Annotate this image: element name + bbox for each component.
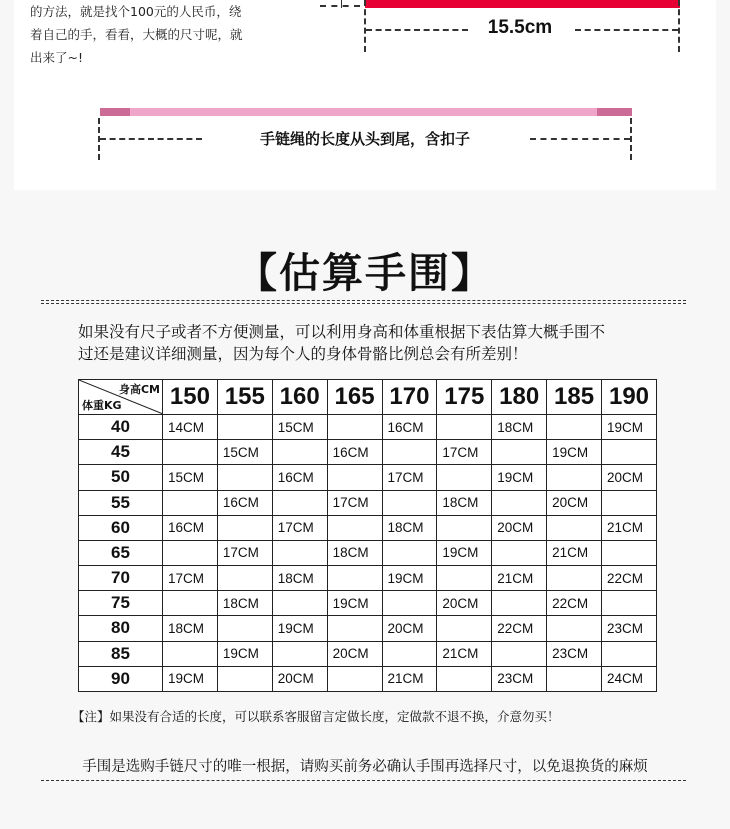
purchase-reminder: 手围是选购手链尺寸的唯一根据，请购买前务必确认手围再选择尺寸，以免退换货的麻烦 — [82, 759, 648, 775]
intro-line-3: 出来了~! — [30, 50, 83, 65]
wrist-size-cell: 19CM — [492, 465, 547, 490]
wrist-size-cell — [217, 566, 272, 591]
table-row — [79, 616, 657, 641]
height-header: 160 — [272, 380, 327, 415]
wrist-size-cell: 23CM — [492, 666, 547, 691]
table-row — [79, 465, 657, 490]
wrist-size-cell — [602, 641, 657, 666]
small-tick-mark — [341, 0, 342, 8]
wrist-size-cell — [327, 566, 382, 591]
rope-dashed-line-left — [100, 138, 202, 140]
title-divider — [41, 300, 686, 304]
wrist-size-cell: 19CM — [602, 415, 657, 440]
wrist-size-cell: 17CM — [437, 440, 492, 465]
corner-weight-label: 体重KG — [82, 399, 122, 412]
wrist-size-cell — [547, 415, 602, 440]
wrist-size-cell — [217, 415, 272, 440]
small-dashed-marker — [320, 5, 360, 7]
wrist-size-cell: 21CM — [437, 641, 492, 666]
rope-dashed-line-right — [530, 138, 630, 140]
wrist-size-cell — [382, 641, 437, 666]
wrist-size-cell — [547, 566, 602, 591]
bottom-divider — [41, 780, 686, 781]
wrist-size-cell — [382, 490, 437, 515]
wrist-size-cell: 14CM — [163, 415, 218, 440]
wrist-size-cell — [492, 490, 547, 515]
wrist-size-cell — [602, 440, 657, 465]
weight-cell: 90 — [79, 666, 163, 691]
height-header: 190 — [602, 380, 657, 415]
wrist-size-cell — [602, 591, 657, 616]
wrist-size-cell: 17CM — [272, 515, 327, 540]
wrist-size-cell: 21CM — [602, 515, 657, 540]
section-title: 【估算手围】 — [236, 249, 494, 297]
wrist-size-cell — [272, 440, 327, 465]
wrist-size-cell — [602, 490, 657, 515]
intro-text — [30, 0, 270, 69]
wrist-size-cell — [437, 515, 492, 540]
description-line-2: 过还是建议详细测量，因为每个人的身体骨骼比例总会有所差别！ — [78, 345, 528, 363]
wrist-size-cell — [217, 666, 272, 691]
wrist-size-cell: 19CM — [272, 616, 327, 641]
height-header: 185 — [547, 380, 602, 415]
wrist-size-cell — [163, 591, 218, 616]
weight-cell: 55 — [79, 490, 163, 515]
wrist-size-cell — [327, 666, 382, 691]
rope-right-guide — [630, 118, 632, 160]
wrist-size-cell — [382, 540, 437, 565]
wrist-size-cell: 16CM — [272, 465, 327, 490]
custom-length-note: 【注】如果没有合适的长度，可以联系客服留言定做长度，定做款不退不换，介意勿买！ — [72, 709, 560, 724]
wrist-size-cell: 21CM — [382, 666, 437, 691]
weight-cell: 40 — [79, 415, 163, 440]
wrist-size-cell — [272, 641, 327, 666]
wrist-size-cell: 22CM — [547, 591, 602, 616]
wrist-size-cell: 19CM — [217, 641, 272, 666]
rope-length-label: 手链绳的长度从头到尾，含扣子 — [259, 130, 470, 148]
wrist-size-cell: 19CM — [382, 566, 437, 591]
height-header: 155 — [217, 380, 272, 415]
wrist-size-cell — [272, 591, 327, 616]
wrist-size-cell — [547, 666, 602, 691]
wrist-size-cell: 15CM — [272, 415, 327, 440]
wrist-size-cell — [437, 465, 492, 490]
rope-clasp-right — [597, 108, 632, 116]
height-header: 180 — [492, 380, 547, 415]
table-row — [79, 515, 657, 540]
wrist-size-cell — [382, 591, 437, 616]
table-row — [79, 566, 657, 591]
wrist-size-cell — [602, 540, 657, 565]
wrist-size-cell — [327, 616, 382, 641]
wrist-size-cell — [547, 465, 602, 490]
wrist-size-cell — [327, 515, 382, 540]
wrist-size-cell — [492, 641, 547, 666]
wrist-size-cell — [547, 515, 602, 540]
weight-cell: 85 — [79, 641, 163, 666]
height-header: 150 — [163, 380, 218, 415]
wrist-size-cell — [217, 515, 272, 540]
weight-cell: 75 — [79, 591, 163, 616]
table-body — [79, 415, 657, 692]
wrist-size-cell — [437, 666, 492, 691]
wrist-size-cell — [492, 440, 547, 465]
wrist-size-cell: 20CM — [272, 666, 327, 691]
bracelet-rope — [100, 108, 632, 116]
wrist-size-cell: 19CM — [437, 540, 492, 565]
wrist-size-cell: 18CM — [437, 490, 492, 515]
wrist-size-cell: 21CM — [492, 566, 547, 591]
wrist-size-cell: 18CM — [272, 566, 327, 591]
table-row — [79, 415, 657, 440]
weight-cell: 50 — [79, 465, 163, 490]
wrist-size-cell: 20CM — [602, 465, 657, 490]
banknote-right-guide — [678, 0, 680, 52]
wrist-size-cell: 19CM — [547, 440, 602, 465]
intro-line-2: 着自己的手，看看，大概的尺寸呢，就 — [30, 27, 243, 42]
weight-cell: 65 — [79, 540, 163, 565]
wrist-size-cell: 22CM — [492, 616, 547, 641]
weight-cell: 80 — [79, 616, 163, 641]
description-line-1: 如果没有尺子或者不方便测量，可以利用身高和体重根据下表估算大概手围不 — [78, 323, 606, 341]
wrist-size-cell — [327, 415, 382, 440]
banknote-dashed-line-left — [366, 29, 468, 31]
wrist-size-cell: 21CM — [547, 540, 602, 565]
wrist-size-cell: 17CM — [327, 490, 382, 515]
wrist-size-cell: 20CM — [492, 515, 547, 540]
table-row — [79, 591, 657, 616]
wrist-size-cell — [492, 540, 547, 565]
wrist-size-cell — [272, 540, 327, 565]
wrist-size-cell: 16CM — [327, 440, 382, 465]
wrist-size-cell: 17CM — [382, 465, 437, 490]
wrist-size-cell: 24CM — [602, 666, 657, 691]
wrist-size-cell: 19CM — [327, 591, 382, 616]
banknote-dashed-line-right — [575, 29, 678, 31]
table-corner-cell — [79, 380, 163, 415]
height-header: 170 — [382, 380, 437, 415]
wrist-size-cell: 22CM — [602, 566, 657, 591]
table-header-row — [79, 380, 657, 415]
wrist-size-cell — [327, 465, 382, 490]
table-row — [79, 440, 657, 465]
wrist-size-cell: 15CM — [163, 465, 218, 490]
wrist-size-cell: 19CM — [163, 666, 218, 691]
wrist-size-cell — [217, 616, 272, 641]
wrist-size-cell — [217, 465, 272, 490]
wrist-size-cell: 20CM — [382, 616, 437, 641]
corner-height-label: 身高CM — [118, 383, 160, 396]
wrist-size-cell — [272, 490, 327, 515]
weight-cell: 70 — [79, 566, 163, 591]
table-row — [79, 540, 657, 565]
rope-clasp-left — [100, 108, 130, 116]
wrist-size-cell: 20CM — [327, 641, 382, 666]
banknote-length-label: 15.5cm — [487, 17, 553, 38]
height-header: 165 — [327, 380, 382, 415]
wrist-size-cell: 23CM — [602, 616, 657, 641]
wrist-size-cell — [163, 540, 218, 565]
wrist-size-cell: 18CM — [163, 616, 218, 641]
wrist-size-cell: 18CM — [382, 515, 437, 540]
wrist-size-cell: 18CM — [217, 591, 272, 616]
wrist-size-cell: 23CM — [547, 641, 602, 666]
wrist-size-cell — [437, 566, 492, 591]
wrist-size-cell: 16CM — [217, 490, 272, 515]
wrist-size-cell: 18CM — [327, 540, 382, 565]
estimate-description — [78, 321, 678, 365]
table-row — [79, 490, 657, 515]
wrist-size-cell: 20CM — [437, 591, 492, 616]
wrist-size-cell: 20CM — [547, 490, 602, 515]
wrist-size-cell — [163, 641, 218, 666]
wrist-size-cell: 17CM — [217, 540, 272, 565]
table-row — [79, 641, 657, 666]
wrist-size-cell — [437, 616, 492, 641]
wrist-size-cell: 15CM — [217, 440, 272, 465]
wrist-size-cell — [163, 490, 218, 515]
wrist-size-cell — [163, 440, 218, 465]
wrist-size-cell — [437, 415, 492, 440]
wrist-size-cell: 16CM — [382, 415, 437, 440]
weight-cell: 60 — [79, 515, 163, 540]
table-row — [79, 666, 657, 691]
banknote-left-guide — [364, 0, 366, 52]
height-header: 175 — [437, 380, 492, 415]
wrist-size-cell — [492, 591, 547, 616]
banknote-edge-bar — [365, 0, 680, 8]
intro-line-1: 的方法，就是找个100元的人民币，绕 — [30, 4, 242, 19]
wrist-size-cell: 17CM — [163, 566, 218, 591]
wrist-size-cell — [382, 440, 437, 465]
wrist-size-cell: 18CM — [492, 415, 547, 440]
wrist-size-cell: 16CM — [163, 515, 218, 540]
weight-cell: 45 — [79, 440, 163, 465]
wrist-size-table — [78, 379, 657, 692]
wrist-size-cell — [547, 616, 602, 641]
